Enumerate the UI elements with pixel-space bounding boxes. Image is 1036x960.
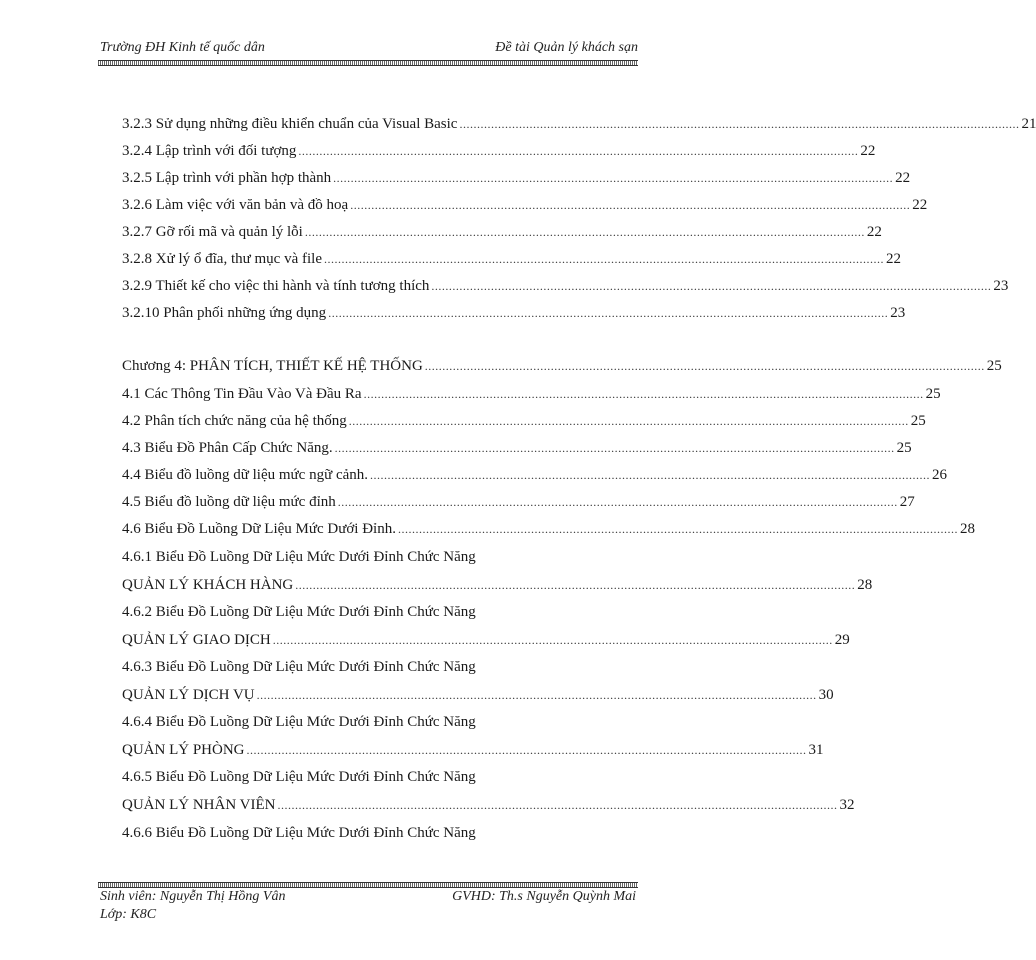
toc-entry-title: QUẢN LÝ NHÂN VIÊN bbox=[122, 797, 276, 813]
toc-entry-title: 3.2.3 Sử dụng những điều khiển chuẩn của Visual Basic bbox=[122, 116, 458, 132]
toc-entry-title: QUẢN LÝ DỊCH VỤ bbox=[122, 687, 255, 703]
toc-entry-title: 3.2.8 Xử lý ổ đĩa, thư mục và file bbox=[122, 251, 322, 267]
toc-entry bbox=[122, 463, 948, 487]
toc-entry-page: 26 bbox=[932, 467, 948, 483]
toc-entry-title: 4.3 Biểu Đồ Phân Cấp Chức Năng. bbox=[122, 440, 333, 456]
page-header bbox=[100, 40, 638, 56]
toc-entry bbox=[122, 409, 926, 433]
toc-entry bbox=[122, 765, 584, 789]
toc-entry bbox=[122, 354, 1002, 378]
toc-entry-page: 28 bbox=[857, 577, 873, 593]
toc-entry-title: 4.6.1 Biểu Đồ Luồng Dữ Liệu Mức Dưới Đỉnh Chức Năng bbox=[122, 549, 476, 565]
toc-entry-page: 31 bbox=[808, 742, 824, 758]
toc-entry bbox=[122, 301, 906, 325]
toc-entry-page: 30 bbox=[818, 687, 834, 703]
toc-entry-page: 29 bbox=[834, 632, 850, 648]
toc-entry bbox=[122, 793, 855, 817]
toc-entry bbox=[122, 436, 912, 460]
toc-entry-page: 22 bbox=[912, 197, 928, 213]
toc-entry-title: Chương 4: PHÂN TÍCH, THIẾT KẾ HỆ THỐNG bbox=[122, 358, 423, 374]
toc-entry-title: 3.2.7 Gỡ rối mã và quản lý lỗi bbox=[122, 224, 303, 240]
toc-entry-title: 4.6.6 Biểu Đồ Luồng Dữ Liệu Mức Dưới Đỉnh Chức Năng bbox=[122, 825, 476, 841]
toc-leader-dots: ................................................................................................................................................................ bbox=[298, 144, 859, 158]
toc-entry bbox=[122, 821, 584, 845]
toc-entry bbox=[122, 220, 882, 244]
toc-entry bbox=[122, 517, 975, 541]
toc-leader-dots: ................................................................................................................................................................ bbox=[333, 171, 894, 185]
toc-entry-title: 4.6.4 Biểu Đồ Luồng Dữ Liệu Mức Dưới Đỉnh Chức Năng bbox=[122, 714, 476, 730]
toc-entry-page: 23 bbox=[993, 278, 1009, 294]
toc-entry-title: QUẢN LÝ GIAO DỊCH bbox=[122, 632, 271, 648]
toc-entry-title: 4.5 Biểu đồ luồng dữ liệu mức đỉnh bbox=[122, 494, 336, 510]
toc-leader-dots: ................................................................................................................................................................ bbox=[337, 495, 898, 509]
toc-entry-title: QUẢN LÝ KHÁCH HÀNG bbox=[122, 577, 294, 593]
toc-entry-title: 4.1 Các Thông Tin Đầu Vào Và Đầu Ra bbox=[122, 386, 362, 402]
toc-entry bbox=[122, 573, 873, 597]
toc-leader-dots: ................................................................................................................................................................ bbox=[397, 522, 958, 536]
toc-entry bbox=[122, 683, 834, 707]
toc-leader-dots: ................................................................................................................................................................ bbox=[256, 688, 817, 702]
toc-leader-dots: ................................................................................................................................................................ bbox=[363, 387, 924, 401]
toc-leader-dots: ................................................................................................................................................................ bbox=[304, 225, 865, 239]
toc-entry bbox=[122, 545, 584, 569]
toc-leader-dots: ................................................................................................................................................................ bbox=[246, 743, 807, 757]
toc-leader-dots: ................................................................................................................................................................ bbox=[323, 252, 884, 266]
toc-entry-page: 25 bbox=[986, 358, 1002, 374]
toc-entry-title: 4.4 Biểu đồ luồng dữ liệu mức ngữ cảnh. bbox=[122, 467, 369, 483]
toc-leader-dots: ................................................................................................................................................................ bbox=[350, 198, 911, 212]
toc-entry-page: 32 bbox=[839, 797, 855, 813]
toc-entry-page: 27 bbox=[899, 494, 915, 510]
toc-entry-page: 22 bbox=[885, 251, 901, 267]
toc-entry bbox=[122, 382, 941, 406]
toc-entry-page: 21 bbox=[1021, 116, 1036, 132]
toc-entry-title: 4.6.2 Biểu Đồ Luồng Dữ Liệu Mức Dưới Đỉnh Chức Năng bbox=[122, 604, 476, 620]
toc-entry-title: 4.6 Biểu Đồ Luồng Dữ Liệu Mức Dưới Đỉnh. bbox=[122, 521, 396, 537]
footer-supervisor: GVHD: Th.s Nguyễn Quỳnh Mai bbox=[452, 889, 636, 904]
toc-leader-dots: ................................................................................................................................................................ bbox=[431, 279, 992, 293]
toc-entry-page: 22 bbox=[895, 170, 911, 186]
toc-entry-title: 3.2.6 Làm việc với văn bản và đồ hoạ bbox=[122, 197, 349, 213]
toc-entry-page: 25 bbox=[896, 440, 912, 456]
toc-entry bbox=[122, 738, 824, 762]
toc-entry-title: 3.2.9 Thiết kế cho việc thi hành và tính tương thích bbox=[122, 278, 430, 294]
toc-entry-page: 25 bbox=[925, 386, 941, 402]
toc-entry bbox=[122, 655, 584, 679]
header-topic: Đề tài Quản lý khách sạn bbox=[495, 40, 638, 55]
toc-leader-dots: ................................................................................................................................................................ bbox=[334, 441, 895, 455]
toc-entry bbox=[122, 166, 911, 190]
header-school: Trường ĐH Kinh tế quốc dân bbox=[100, 40, 265, 55]
footer-student: Sinh viên: Nguyễn Thị Hồng Vân bbox=[100, 889, 286, 904]
toc-entry bbox=[122, 628, 850, 652]
toc-leader-dots: ................................................................................................................................................................ bbox=[295, 578, 856, 592]
toc-entry bbox=[122, 490, 915, 514]
toc-entry bbox=[122, 710, 584, 734]
toc-entry-title: 3.2.5 Lập trình với phần hợp thành bbox=[122, 170, 332, 186]
toc-leader-dots: ................................................................................................................................................................ bbox=[272, 633, 833, 647]
toc-entry bbox=[122, 600, 584, 624]
toc-entry bbox=[122, 193, 928, 217]
toc-leader-dots: ................................................................................................................................................................ bbox=[370, 468, 931, 482]
footer-class: Lớp: K8C bbox=[100, 907, 157, 922]
toc-entry-title: 3.2.10 Phân phối những ứng dụng bbox=[122, 305, 327, 321]
toc-entry bbox=[122, 274, 1009, 298]
toc-entry bbox=[122, 247, 901, 271]
toc-leader-dots: ................................................................................................................................................................ bbox=[424, 359, 985, 373]
toc-entry bbox=[122, 139, 876, 163]
toc-entry-title: QUẢN LÝ PHÒNG bbox=[122, 742, 245, 758]
toc-entry-title: 3.2.4 Lập trình với đối tượng bbox=[122, 143, 297, 159]
toc-leader-dots: ................................................................................................................................................................ bbox=[459, 117, 1020, 131]
toc-entry bbox=[122, 112, 1036, 136]
toc-leader-dots: ................................................................................................................................................................ bbox=[328, 306, 889, 320]
toc-entry-title: 4.2 Phân tích chức năng của hệ thống bbox=[122, 413, 347, 429]
header-rule bbox=[98, 60, 638, 66]
toc-entry-page: 28 bbox=[959, 521, 975, 537]
toc-entry-page: 22 bbox=[866, 224, 882, 240]
toc-leader-dots: ................................................................................................................................................................ bbox=[348, 414, 909, 428]
toc-entry-page: 25 bbox=[910, 413, 926, 429]
toc-entry-page: 23 bbox=[890, 305, 906, 321]
toc-leader-dots: ................................................................................................................................................................ bbox=[277, 798, 838, 812]
page-footer bbox=[100, 888, 638, 924]
toc-entry-page: 22 bbox=[860, 143, 876, 159]
toc-entry-title: 4.6.5 Biểu Đồ Luồng Dữ Liệu Mức Dưới Đỉnh Chức Năng bbox=[122, 769, 476, 785]
toc-entry-title: 4.6.3 Biểu Đồ Luồng Dữ Liệu Mức Dưới Đỉnh Chức Năng bbox=[122, 659, 476, 675]
